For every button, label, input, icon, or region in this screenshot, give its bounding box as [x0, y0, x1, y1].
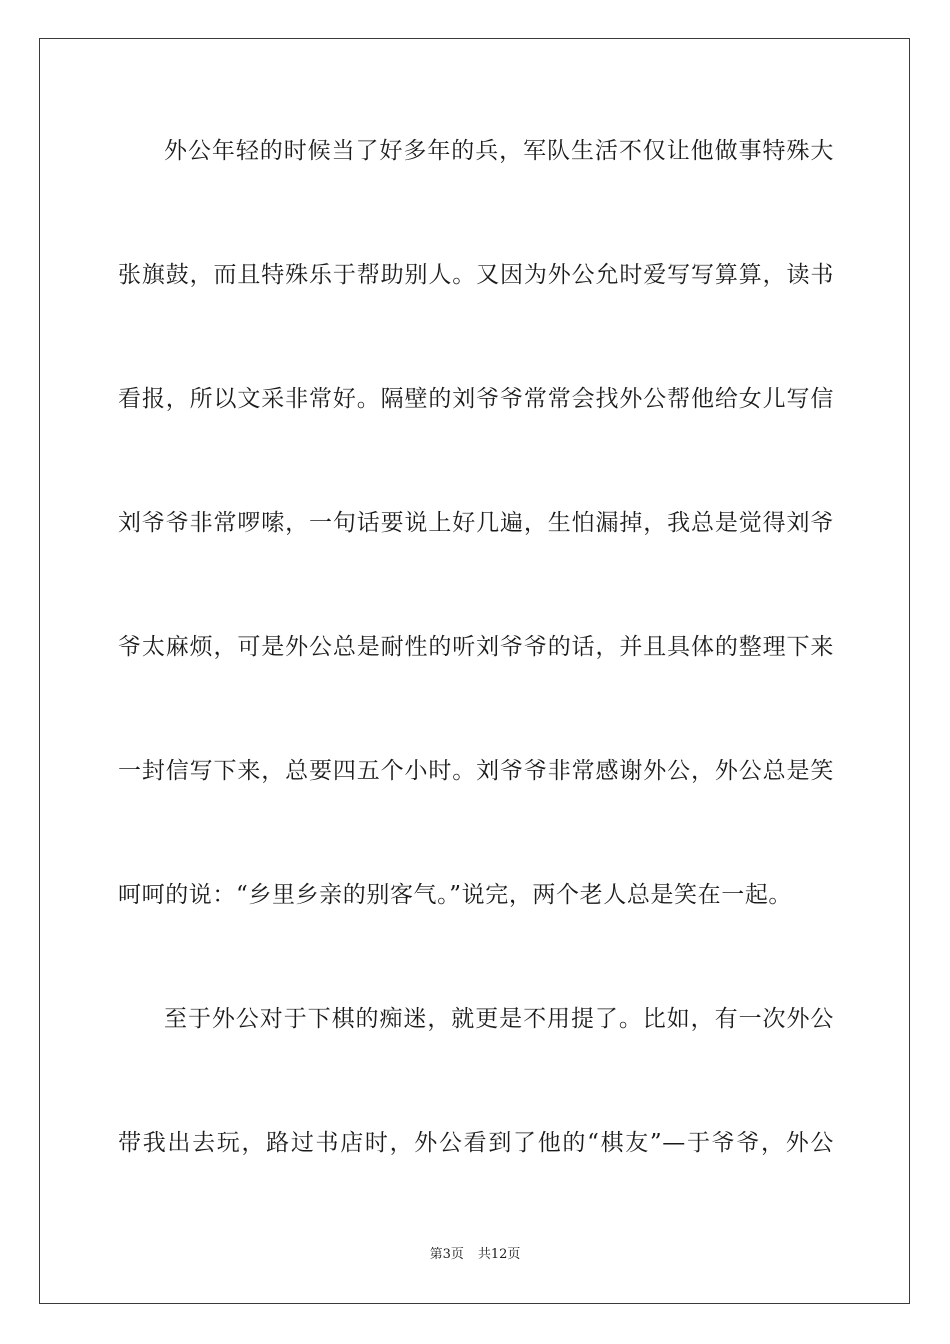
page-border	[39, 38, 910, 1304]
paragraph-line: 呵呵的说：“乡里乡亲的别客气。”说完，两个老人总是笑在一起。	[118, 882, 793, 908]
paragraph-line: 至于外公对于下棋的痴迷，就更是不用提了。比如，有一次外公	[164, 1006, 834, 1032]
paragraph-line: 张旗鼓，而且特殊乐于帮助别人。又因为外公允时爱写写算算，读书	[118, 262, 834, 288]
page-footer	[0, 1246, 950, 1264]
paragraph-line: 外公年轻的时候当了好多年的兵，军队生活不仅让他做事特殊大	[164, 138, 834, 164]
paragraph-line: 带我出去玩，路过书店时，外公看到了他的“棋友”—于爷爷，外公	[118, 1130, 834, 1156]
page-number: 第3页	[429, 1247, 464, 1262]
paragraph-line: 看报，所以文采非常好。隔壁的刘爷爷常常会找外公帮他给女儿写信	[118, 386, 834, 412]
page-total: 共12页	[477, 1247, 521, 1262]
paragraph-line: 刘爷爷非常啰嗦，一句话要说上好几遍，生怕漏掉，我总是觉得刘爷	[118, 510, 834, 536]
paragraph-line: 一封信写下来，总要四五个小时。刘爷爷非常感谢外公，外公总是笑	[118, 758, 834, 784]
paragraph-line: 爷太麻烦，可是外公总是耐性的听刘爷爷的话，并且具体的整理下来	[118, 634, 834, 660]
